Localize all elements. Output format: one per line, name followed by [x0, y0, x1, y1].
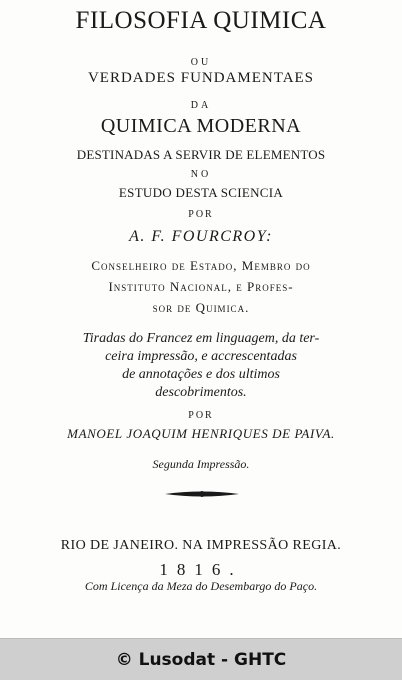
book-title: FILOSOFIA QUIMICA [75, 7, 327, 34]
edition-note: Segunda Impressão. [152, 457, 250, 471]
imprint-place: RIO DE JANEIRO. NA IMPRESSÃO REGIA. [60, 538, 342, 553]
translation-note-line: descobrimentos. [155, 385, 247, 400]
license-note: Com Licença da Meza do Desembargo do Paço. [84, 579, 318, 593]
book-study: ESTUDO DESTA SCIENCIA [118, 185, 284, 200]
imprint-year: 1816. [159, 560, 243, 579]
title-connector-ou: OU [190, 57, 212, 68]
printers-rule-ornament [163, 488, 241, 500]
author-credentials-line: sor de Quimica. [152, 300, 250, 315]
translator-name: MANOEL JOAQUIM HENRIQUES DE PAIVA. [67, 426, 335, 441]
translator-by: POR [188, 410, 214, 421]
title-connector-da: DA [190, 100, 212, 111]
book-subject: QUIMICA MODERNA [100, 115, 302, 137]
author-credentials-line: Conselheiro de Estado, Membro do [91, 258, 311, 273]
watermark-footer: © Lusodat - GHTC [0, 638, 402, 680]
author-name: A. F. FOURCROY: [129, 228, 273, 245]
author-credentials-line: Instituto Nacional, e Profes- [108, 279, 294, 294]
author-by: POR [188, 209, 214, 220]
book-subtitle: VERDADES FUNDAMENTAES [87, 70, 315, 86]
translation-note-line: Tiradas do Francez em linguagem, da ter- [82, 331, 320, 346]
book-purpose: DESTINADAS A SERVIR DE ELEMENTOS [76, 147, 326, 162]
translation-note-line: de annotações e dos ultimos [122, 367, 280, 382]
title-connector-no: NO [190, 169, 212, 180]
translation-note-line: ceira impressão, e accrescentadas [105, 349, 297, 364]
